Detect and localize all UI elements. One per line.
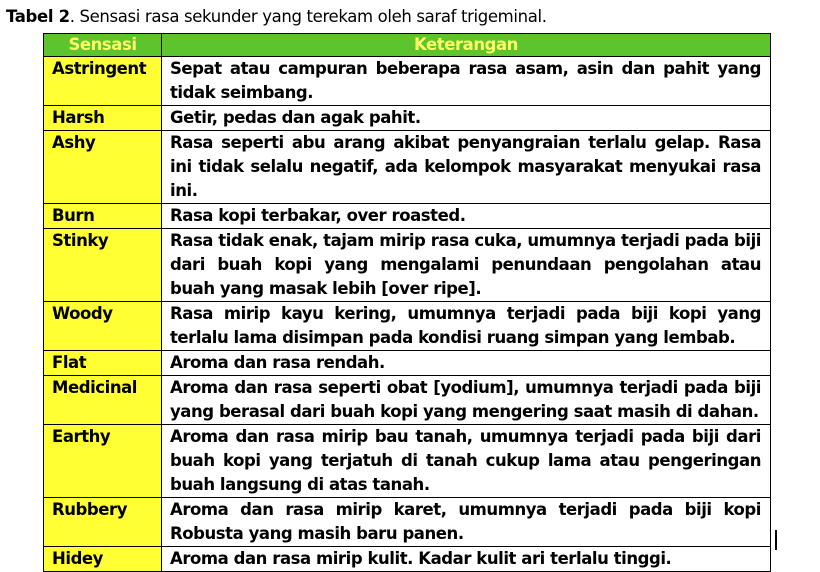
table-row (44, 302, 771, 351)
sensation-table-container (43, 33, 770, 572)
row-description: Rasa mirip kayu kering, umumnya terjadi pada biji kopi yang terlalu lama disimpan pada kondisi ruang simpan yang lembab. (162, 302, 771, 351)
text-cursor (775, 530, 777, 550)
row-term: Burn (44, 204, 162, 229)
table-caption (6, 4, 547, 30)
row-description: Aroma dan rasa seperti obat [yodium], umumnya terjadi pada biji yang berasal dari buah kopi yang mengering saat masih di dahan. (162, 376, 771, 425)
header-keterangan: Keterangan (162, 34, 771, 57)
header-row (44, 34, 771, 57)
table-row (44, 498, 771, 547)
table-row (44, 106, 771, 131)
row-description: Aroma dan rasa mirip bau tanah, umumnya terjadi pada biji dari buah kopi yang terjatuh di tanah cukup lama atau pengeringan buah langsung di atas tanah. (162, 425, 771, 498)
row-term: Ashy (44, 131, 162, 204)
table-header (44, 34, 771, 57)
row-term: Harsh (44, 106, 162, 131)
row-description: Aroma dan rasa rendah. (162, 351, 771, 376)
table-row (44, 57, 771, 106)
row-term: Rubbery (44, 498, 162, 547)
row-description: Rasa seperti abu arang akibat penyangraian terlalu gelap. Rasa ini tidak selalu negatif, ada kelompok masyarakat menyukai rasa ini. (162, 131, 771, 204)
row-description: Aroma dan rasa mirip karet, umumnya terjadi pada biji kopi Robusta yang masih baru panen. (162, 498, 771, 547)
table-row (44, 425, 771, 498)
row-description: Rasa tidak enak, tajam mirip rasa cuka, umumnya terjadi pada biji dari buah kopi yang mengalami penundaan pengolahan atau buah yang masak lebih [over ripe]. (162, 229, 771, 302)
sensation-table (43, 33, 771, 572)
table-caption-text: . Sensasi rasa sekunder yang terekam oleh saraf trigeminal. (69, 7, 547, 26)
row-term: Medicinal (44, 376, 162, 425)
row-description: Aroma dan rasa mirip kulit. Kadar kulit ari terlalu tinggi. (162, 547, 771, 572)
table-row (44, 229, 771, 302)
row-description: Getir, pedas dan agak pahit. (162, 106, 771, 131)
table-body (44, 57, 771, 572)
row-term: Stinky (44, 229, 162, 302)
table-row (44, 547, 771, 572)
header-sensasi: Sensasi (44, 34, 162, 57)
table-row (44, 376, 771, 425)
row-term: Hidey (44, 547, 162, 572)
row-description: Sepat atau campuran beberapa rasa asam, asin dan pahit yang tidak seimbang. (162, 57, 771, 106)
table-row (44, 351, 771, 376)
row-term: Woody (44, 302, 162, 351)
row-term: Earthy (44, 425, 162, 498)
row-description: Rasa kopi terbakar, over roasted. (162, 204, 771, 229)
table-row (44, 204, 771, 229)
row-term: Astringent (44, 57, 162, 106)
table-caption-label: Tabel 2 (6, 7, 70, 26)
row-term: Flat (44, 351, 162, 376)
table-row (44, 131, 771, 204)
